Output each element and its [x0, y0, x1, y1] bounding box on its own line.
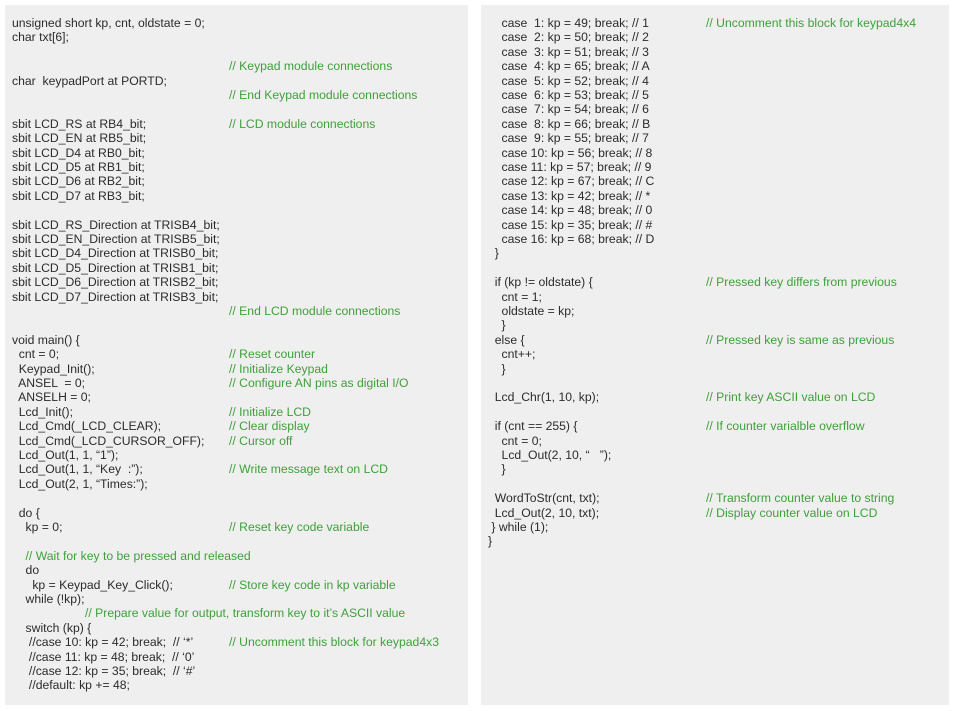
code-line	[5, 362, 468, 376]
code-comment: // Print key ASCII value on LCD	[706, 390, 876, 405]
code-line	[481, 491, 949, 505]
code-text: sbit LCD_D4 at RB0_bit;	[12, 145, 145, 160]
code-text: case 4: kp = 65; break; // A	[488, 59, 650, 74]
code-text: case 1: kp = 49; break; // 1	[488, 16, 649, 30]
code-line	[481, 102, 949, 116]
code-line	[5, 563, 468, 577]
code-line	[481, 88, 949, 102]
code-text: sbit LCD_RS_Direction at TRISB4_bit;	[12, 217, 220, 232]
code-text: }	[488, 246, 499, 261]
code-text: case 3: kp = 51; break; // 3	[488, 44, 649, 59]
code-text: sbit LCD_EN at RB5_bit;	[12, 131, 147, 146]
code-line	[481, 117, 949, 131]
code-line	[481, 448, 949, 462]
code-text: sbit LCD_D5 at RB1_bit;	[12, 160, 145, 174]
code-text: case 11: kp = 57; break; // 9	[488, 160, 652, 174]
code-line	[5, 592, 468, 606]
code-comment: // Keypad module connections	[229, 59, 393, 74]
code-line	[481, 160, 949, 174]
code-text: cnt = 0;	[488, 433, 542, 448]
code-line	[5, 621, 468, 635]
code-text: switch (kp) {	[12, 620, 92, 635]
code-comment: // Configure AN pins as digital I/O	[229, 376, 409, 390]
code-text: case 9: kp = 55; break; // 7	[488, 131, 649, 146]
code-line	[5, 405, 468, 419]
code-line	[5, 506, 468, 520]
code-text: sbit LCD_EN_Direction at TRISB5_bit;	[12, 232, 220, 246]
code-line	[481, 16, 949, 30]
code-text: Lcd_Cmd(_LCD_CLEAR);	[12, 419, 162, 434]
code-line	[5, 347, 468, 361]
code-comment: // Reset counter	[229, 347, 316, 362]
code-line	[481, 45, 949, 59]
code-text: sbit LCD_D7_Direction at TRISB3_bit;	[12, 289, 219, 304]
code-line	[5, 419, 468, 433]
code-text: do {	[12, 505, 40, 520]
code-text: sbit LCD_RS at RB4_bit;	[12, 116, 147, 131]
code-line	[5, 477, 468, 491]
code-line	[481, 174, 949, 188]
code-text: case 10: kp = 56; break; // 8	[488, 145, 653, 160]
code-text: case 13: kp = 42; break; // *	[488, 188, 651, 203]
code-line	[481, 189, 949, 203]
code-line	[5, 30, 468, 44]
code-line	[5, 246, 468, 260]
code-comment: // Display counter value on LCD	[706, 505, 878, 520]
code-comment: // Write message text on LCD	[229, 462, 388, 477]
code-text: while (!kp);	[12, 592, 85, 606]
code-comment: // Store key code in kp variable	[229, 577, 396, 592]
code-text: }	[488, 462, 506, 477]
code-line	[5, 117, 468, 131]
code-comment: // Clear display	[229, 419, 310, 434]
code-text: sbit LCD_D7 at RB3_bit;	[12, 188, 145, 203]
code-line	[5, 664, 468, 678]
code-text: //case 10: kp = 42; break; // ‘*’	[12, 635, 194, 650]
code-text: kp = Keypad_Key_Click();	[12, 577, 173, 592]
code-line	[481, 520, 949, 534]
code-line	[481, 232, 949, 246]
code-text: sbit LCD_D6 at RB2_bit;	[12, 174, 145, 189]
code-line	[481, 203, 949, 217]
code-text: oldstate = kp;	[488, 304, 575, 318]
code-line	[481, 74, 949, 88]
code-line	[5, 462, 468, 476]
code-text: }	[488, 318, 506, 333]
code-text: sbit LCD_D5_Direction at TRISB1_bit;	[12, 260, 219, 275]
code-line	[5, 232, 468, 246]
code-line	[481, 506, 949, 520]
code-panel-left	[5, 5, 468, 705]
code-text: ANSEL = 0;	[12, 376, 86, 390]
code-line	[481, 419, 949, 433]
code-line	[5, 74, 468, 88]
code-line	[5, 261, 468, 275]
code-text: sbit LCD_D6_Direction at TRISB2_bit;	[12, 275, 219, 290]
code-comment: // Initialize LCD	[229, 404, 311, 419]
code-line	[481, 146, 949, 160]
code-line	[5, 333, 468, 347]
code-text: char txt[6];	[12, 30, 69, 45]
code-line	[5, 16, 468, 30]
code-line	[5, 448, 468, 462]
code-line	[481, 362, 949, 376]
code-line	[481, 462, 949, 476]
code-text: } while (1);	[488, 520, 549, 534]
code-comment: // Prepare value for output, transform key to it’s ASCII value	[85, 606, 406, 621]
code-text: do	[12, 563, 40, 578]
code-line	[5, 678, 468, 692]
code-text: cnt = 0;	[12, 347, 60, 362]
code-line	[5, 174, 468, 188]
code-text: Lcd_Init();	[12, 404, 73, 419]
code-line	[481, 218, 949, 232]
code-line	[481, 59, 949, 73]
code-line	[481, 333, 949, 347]
code-text: Lcd_Out(2, 1, “Times:”);	[12, 476, 148, 491]
code-text: }	[488, 534, 493, 549]
code-text: Lcd_Out(2, 10, txt);	[488, 505, 600, 520]
code-comment: // Cursor off	[229, 433, 293, 448]
code-line	[5, 275, 468, 289]
code-text: case 6: kp = 53; break; // 5	[488, 88, 649, 102]
code-line	[481, 390, 949, 404]
code-line	[5, 218, 468, 232]
code-text: if (cnt == 255) {	[488, 419, 578, 434]
code-text: void main() {	[12, 332, 80, 347]
code-line	[481, 318, 949, 332]
code-text: cnt++;	[488, 347, 536, 362]
code-text: //case 12: kp = 35; break; // ‘#’	[12, 664, 196, 678]
code-line	[481, 347, 949, 361]
code-comment: // Pressed key is same as previous	[706, 332, 895, 347]
code-comment: // Uncomment this block for keypad4x4	[706, 16, 916, 30]
code-text: if (kp != oldstate) {	[488, 275, 593, 290]
code-line	[5, 59, 468, 73]
code-text: kp = 0;	[12, 520, 63, 534]
code-line	[5, 606, 468, 620]
code-line	[481, 304, 949, 318]
code-line	[5, 434, 468, 448]
code-comment: // Pressed key differs from previous	[706, 275, 897, 290]
code-text: //default: kp += 48;	[12, 678, 130, 693]
code-text: Lcd_Out(1, 1, “Key :”);	[12, 462, 143, 477]
code-text: WordToStr(cnt, txt);	[488, 491, 600, 506]
code-line	[5, 549, 468, 563]
code-text: case 12: kp = 67; break; // C	[488, 174, 655, 189]
code-text: case 15: kp = 35; break; // #	[488, 217, 653, 232]
code-text: case 16: kp = 68; break; // D	[488, 232, 655, 246]
code-text: Keypad_Init();	[12, 361, 95, 376]
code-line	[5, 520, 468, 534]
code-comment: // End Keypad module connections	[229, 88, 418, 102]
code-comment: // Wait for key to be pressed and released	[12, 548, 251, 563]
code-line	[481, 131, 949, 145]
code-text: else {	[488, 332, 525, 347]
code-text: case 5: kp = 52; break; // 4	[488, 73, 649, 88]
code-line	[481, 246, 949, 260]
code-comment: // Uncomment this block for keypad4x3	[229, 635, 439, 650]
code-text: cnt = 1;	[488, 289, 542, 304]
code-line	[5, 390, 468, 404]
code-line	[481, 290, 949, 304]
code-text: case 7: kp = 54; break; // 6	[488, 102, 649, 117]
code-text: case 8: kp = 66; break; // B	[488, 116, 651, 131]
code-text: sbit LCD_D4_Direction at TRISB0_bit;	[12, 246, 219, 261]
code-text: case 14: kp = 48; break; // 0	[488, 203, 653, 218]
code-text: unsigned short kp, cnt, oldstate = 0;	[12, 16, 205, 30]
code-line	[5, 131, 468, 145]
code-line	[5, 189, 468, 203]
code-line	[5, 376, 468, 390]
code-line	[481, 434, 949, 448]
code-comment: // Initialize Keypad	[229, 361, 328, 376]
code-text: char keypadPort at PORTD;	[12, 73, 167, 88]
code-text: ANSELH = 0;	[12, 390, 91, 405]
code-text: Lcd_Out(2, 10, “ ”);	[488, 448, 612, 462]
code-line	[5, 146, 468, 160]
code-comment: // If counter varialble overflow	[706, 419, 865, 434]
code-line	[5, 290, 468, 304]
code-line	[5, 635, 468, 649]
code-line	[481, 30, 949, 44]
code-comment: // LCD module connections	[229, 116, 376, 131]
code-panel-right	[481, 5, 949, 705]
code-line	[481, 275, 949, 289]
code-text: Lcd_Cmd(_LCD_CURSOR_OFF);	[12, 433, 205, 448]
code-text: Lcd_Out(1, 1, “1”);	[12, 448, 119, 462]
code-comment: // End LCD module connections	[229, 304, 401, 318]
code-text: case 2: kp = 50; break; // 2	[488, 30, 649, 45]
code-line	[5, 160, 468, 174]
code-comment: // Reset key code variable	[229, 520, 370, 534]
code-line	[5, 650, 468, 664]
code-line	[5, 578, 468, 592]
code-comment: // Transform counter value to string	[706, 491, 895, 506]
code-text: //case 11: kp = 48; break; // ‘0’	[12, 649, 195, 664]
code-line	[5, 88, 468, 102]
code-text: }	[488, 361, 506, 376]
code-line	[5, 304, 468, 318]
code-line	[481, 534, 949, 548]
code-text: Lcd_Chr(1, 10, kp);	[488, 390, 600, 405]
